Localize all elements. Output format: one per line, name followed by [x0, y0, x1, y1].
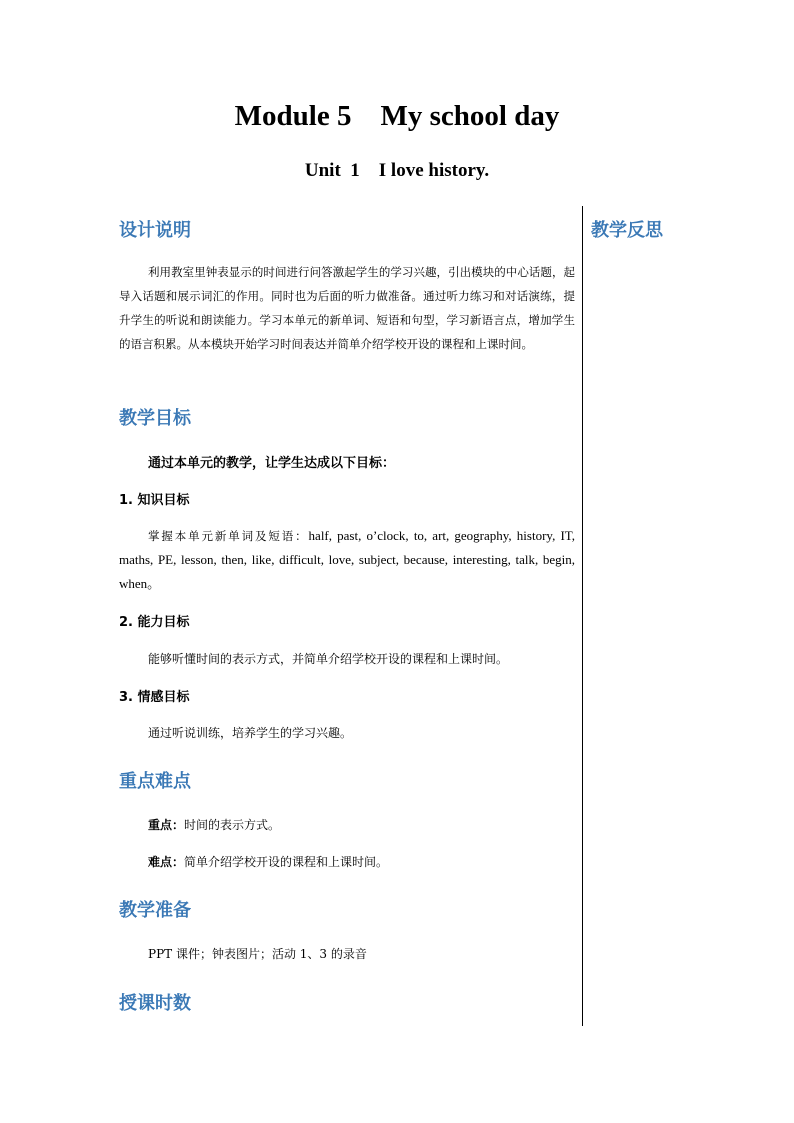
section-heading-goals: 教学目标: [119, 408, 191, 429]
page-subtitle: Unit 1 I love history.: [304, 160, 490, 181]
column-divider: [582, 206, 583, 1026]
prep-text: PPT 课件；钟表图片；活动 1、3 的录音: [148, 947, 367, 961]
difficult-point-line: [148, 853, 388, 870]
page-title: Module 5 My school day: [234, 100, 560, 132]
ability-goal-title: 2. 能力目标: [119, 615, 190, 630]
knowledge-goal-words: half, past, o’clock, to, art, geography, history, IT, maths, PE, lesson, then, like, difficult, love, subject, because, interesting, talk, begin, when。: [119, 528, 575, 591]
difficult-point-text: 简单介绍学校开设的课程和上课时间。: [184, 855, 389, 869]
knowledge-goal-title: 1. 知识目标: [119, 493, 190, 508]
design-paragraph: 利用教室里钟表显示的时间进行问答激起学生的学习兴趣，引出模块的中心话题，起导入话题和展示词汇的作用。同时也为后面的听力做准备。通过听力练习和对话演练，提升学生的听说和朗读能力。学习本单元的新单词、短语和句型，学习新语言点，增加学生的语言积累。从本模块开始学习时间表达并简单介绍学校开设的课程和上课时间。: [119, 265, 575, 351]
section-heading-keypoints: 重点难点: [119, 771, 191, 792]
section-heading-hours: 授课时数: [119, 993, 191, 1014]
knowledge-goal-lead: 掌握本单元新单词及短语：: [148, 529, 309, 543]
ability-goal-text: 能够听懂时间的表示方式，并简单介绍学校开设的课程和上课时间。: [148, 652, 509, 666]
key-point-label: 重点：: [148, 818, 185, 832]
emotion-goal-title: 3. 情感目标: [119, 690, 190, 705]
sidebar-heading-reflection: 教学反思: [591, 220, 663, 241]
key-point-text: 时间的表示方式。: [184, 818, 281, 832]
section-heading-design: 设计说明: [119, 220, 191, 241]
goals-intro: 通过本单元的教学，让学生达成以下目标：: [148, 456, 396, 471]
key-point-line: [148, 816, 280, 833]
difficult-point-label: 难点：: [148, 855, 185, 869]
emotion-goal-text: 通过听说训练，培养学生的学习兴趣。: [148, 726, 353, 740]
section-heading-prep: 教学准备: [119, 900, 191, 921]
knowledge-goal-paragraph: [119, 524, 575, 596]
